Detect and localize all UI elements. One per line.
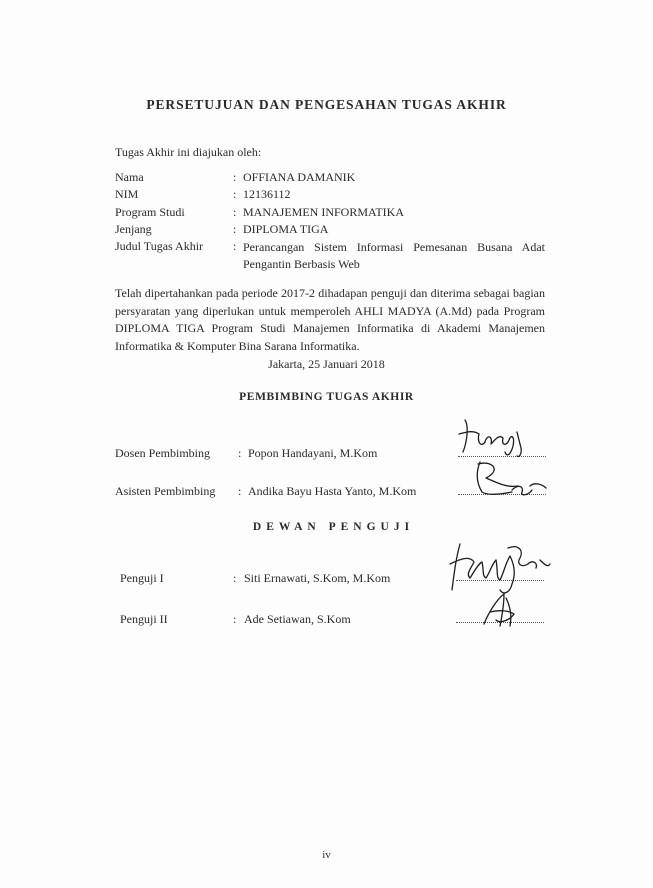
dewan-label-penguji-2: Penguji II [120, 612, 168, 626]
field-colon: : [233, 239, 237, 253]
field-value-nama: OFFIANA DAMANIK [243, 170, 356, 184]
pembimbing-heading: PEMBIMBING TUGAS AKHIR [239, 391, 414, 403]
field-value-program-studi: MANAJEMEN INFORMATIKA [243, 205, 405, 219]
field-label-jenjang: Jenjang [115, 222, 152, 236]
dewan-heading: DEWAN PENGUJI [252, 521, 415, 533]
field-value-judul: Perancangan Sistem Informasi Pemesanan Busana Adat Pengantin Berbasis Web [243, 240, 545, 271]
dewan-value-penguji-1: Siti Ernawati, S.Kom, M.Kom [244, 571, 391, 585]
dewan-label-penguji-1: Penguji I [120, 571, 164, 585]
field-colon: : [233, 170, 237, 184]
field-value-jenjang: DIPLOMA TIGA [243, 222, 329, 236]
dewan-colon: : [233, 612, 237, 626]
date-text: Jakarta, 25 Januari 2018 [268, 357, 385, 371]
pembimbing-colon: : [238, 446, 242, 460]
intro-text: Tugas Akhir ini diajukan oleh: [115, 145, 262, 159]
pembimbing-value-dosen: Popon Handayani, M.Kom [248, 446, 378, 460]
signature-icon [455, 412, 535, 460]
page-number: iv [322, 849, 331, 861]
pembimbing-label-asisten: Asisten Pembimbing [115, 484, 216, 498]
approval-paragraph: Telah dipertahankan pada periode 2017-2 dihadapan penguji dan diterima sebagai bagian persyaratan yang diperlukan untuk memperoleh AHLI MADYA (A.Md) pada Program DIPLOMA TIGA Program Studi Manajemen Informatika di Akademi Manajemen Informatika & Komputer Bina Sarana Informatika. [115, 286, 545, 353]
signature-icon [478, 590, 528, 630]
field-colon: : [233, 205, 237, 219]
field-label-nim: NIM [115, 187, 139, 201]
field-label-program-studi: Program Studi [115, 205, 185, 219]
page-title: PERSETUJUAN DAN PENGESAHAN TUGAS AKHIR [146, 97, 507, 112]
field-colon: : [233, 187, 237, 201]
field-value-nim: 12136112 [243, 187, 291, 201]
field-label-nama: Nama [115, 170, 144, 184]
field-label-judul: Judul Tugas Akhir [115, 239, 204, 253]
signature-icon [462, 456, 552, 502]
pembimbing-label-dosen: Dosen Pembimbing [115, 446, 210, 460]
pembimbing-colon: : [238, 484, 242, 498]
dewan-colon: : [233, 571, 237, 585]
field-colon: : [233, 222, 237, 236]
pembimbing-value-asisten: Andika Bayu Hasta Yanto, M.Kom [248, 484, 417, 498]
dewan-value-penguji-2: Ade Setiawan, S.Kom [244, 612, 351, 626]
